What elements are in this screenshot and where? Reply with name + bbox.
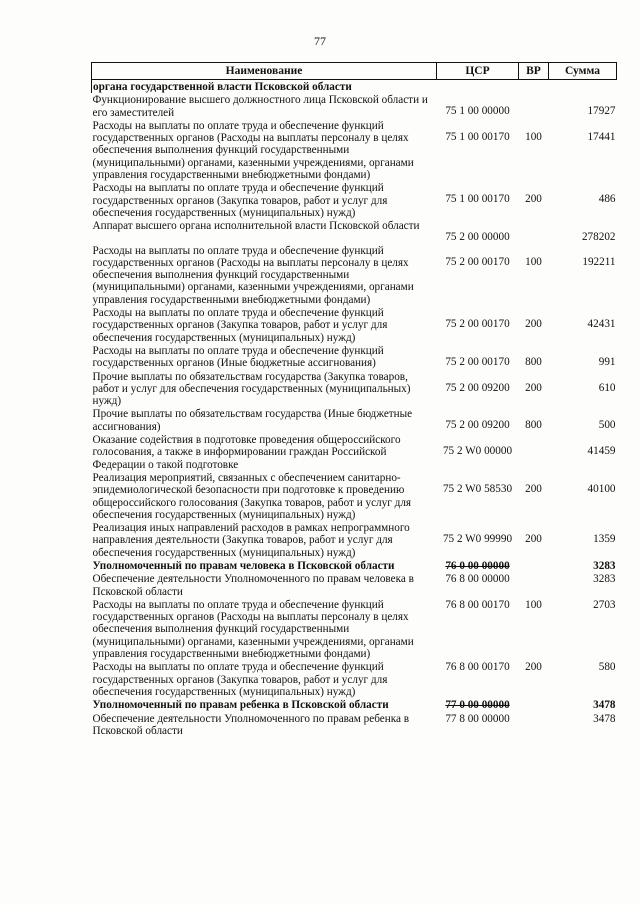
table-row bbox=[92, 219, 617, 243]
header-csr: ЦСР bbox=[437, 63, 519, 80]
row-sum: 1359 bbox=[593, 533, 616, 546]
header-sum: Сумма bbox=[549, 63, 617, 80]
row-csr-code: 75 2 00 00170 bbox=[445, 318, 510, 331]
row-sum: 40100 bbox=[587, 482, 616, 495]
row-name: Прочие выплаты по обязательствам государства (Иные бюджетные ассигнования) bbox=[92, 408, 413, 433]
page-number: 77 bbox=[314, 34, 326, 48]
row-vr-code bbox=[519, 433, 549, 471]
table-row bbox=[92, 572, 617, 598]
row-sum: 3283 bbox=[593, 559, 616, 572]
row-csr-code: 75 2 W0 99990 bbox=[442, 533, 513, 546]
row-name: Расходы на выплаты по оплате труда и обеспечение функций государственных органов (Расходы на выплаты персоналу в целях обеспечения выполнения функций государственными (муниципальными) органами, казенными учреждениями, органами управления государственными внебюджетными фондами) bbox=[92, 119, 414, 182]
row-sum: 2703 bbox=[593, 598, 616, 611]
table-row bbox=[92, 244, 617, 306]
row-vr-code: 200 bbox=[525, 318, 542, 331]
row-name: Реализация иных направлений расходов в рамках непрограммного направления деятельности (Закупка товаров, работ и услуг для обеспечения государственных (муниципальных) нужд) bbox=[92, 522, 410, 559]
row-name: Расходы на выплаты по оплате труда и обеспечение функций государственных органов (Расходы на выплаты персоналу в целях обеспечения выполнения функций государственными (муниципальными) органами, казенными учреждениями, органами управления государственными внебюджетными фондами) bbox=[92, 598, 414, 661]
row-name: Обеспечение деятельности Уполномоченного по правам человека в Псковской области bbox=[92, 573, 414, 598]
row-sum: 3478 bbox=[593, 712, 616, 725]
row-sum: 580 bbox=[598, 661, 616, 674]
row-vr-code bbox=[519, 572, 549, 598]
row-sum: 278202 bbox=[581, 231, 616, 244]
row-name: Аппарат высшего органа исполнительной власти Псковской области bbox=[92, 220, 420, 233]
row-name: Функционирование высшего должностного лица Псковской области и его заместителей bbox=[92, 94, 428, 119]
row-vr-code bbox=[519, 559, 549, 572]
table-header-row bbox=[92, 63, 617, 80]
row-csr-code: 75 2 00 00170 bbox=[445, 355, 510, 368]
row-sum: 17441 bbox=[587, 130, 616, 143]
table-row bbox=[92, 306, 617, 344]
row-name: Расходы на выплаты по оплате труда и обеспечение функций государственных органов (Расходы на выплаты персоналу в целях обеспечения выполнения функций государственными (муниципальными) органами, казенными учреждениями, органами управления государственными внебюджетными фондами) bbox=[92, 244, 414, 306]
row-csr-code-text: 77 0 00 00000 bbox=[445, 699, 510, 712]
row-csr-code: 77 8 00 00000 bbox=[445, 712, 510, 725]
row-name: Уполномоченный по правам ребенка в Псковской области bbox=[92, 699, 389, 712]
row-csr-code-text: 76 0 00 00000 bbox=[445, 559, 510, 572]
row-vr-code: 200 bbox=[525, 533, 542, 546]
row-sum: 500 bbox=[598, 419, 616, 432]
row-vr-code bbox=[519, 219, 549, 243]
row-sum: 42431 bbox=[587, 318, 616, 331]
row-vr-code: 200 bbox=[525, 661, 542, 674]
row-sum: 3283 bbox=[593, 573, 616, 586]
header-vr: ВР bbox=[519, 63, 549, 80]
table-row bbox=[92, 660, 617, 698]
row-vr-code: 800 bbox=[525, 355, 542, 368]
row-vr-code: 100 bbox=[525, 130, 542, 143]
row-csr-code: 75 1 00 00170 bbox=[445, 193, 510, 206]
row-sum: 486 bbox=[598, 193, 616, 206]
section-row bbox=[92, 559, 617, 572]
table-row bbox=[92, 370, 617, 408]
table-row bbox=[92, 471, 617, 521]
row-sum: 610 bbox=[598, 381, 616, 394]
row-name: Расходы на выплаты по оплате труда и обеспечение функций государственных органов (Закупка товаров, работ и услуг для обеспечения государственных (муниципальных) нужд) bbox=[92, 661, 388, 698]
row-csr-code: 76 8 00 00170 bbox=[445, 661, 510, 674]
row-vr-code bbox=[519, 93, 549, 119]
row-name: Расходы на выплаты по оплате труда и обеспечение функций государственных органов (Иные бюджетные ассигнования) bbox=[92, 344, 384, 370]
budget-table bbox=[91, 62, 617, 737]
row-csr-code bbox=[437, 698, 519, 711]
table-row bbox=[92, 181, 617, 219]
table-row bbox=[92, 93, 617, 119]
header-name: Наименование bbox=[92, 63, 437, 80]
budget-table-sheet bbox=[91, 62, 616, 737]
row-vr-code bbox=[519, 698, 549, 711]
row-name: Расходы на выплаты по оплате труда и обеспечение функций государственных органов (Закупка товаров, работ и услуг для обеспечения государственных (муниципальных) нужд) bbox=[92, 182, 388, 219]
row-name: органа государственной власти Псковской области bbox=[92, 80, 437, 94]
row-csr-code: 75 1 00 00170 bbox=[445, 130, 510, 143]
row-sum bbox=[549, 80, 617, 94]
row-csr-code: 76 8 00 00000 bbox=[445, 573, 510, 586]
row-sum: 192211 bbox=[582, 255, 616, 268]
row-csr-code: 75 2 00 00000 bbox=[445, 231, 510, 244]
row-sum: 991 bbox=[598, 355, 616, 368]
row-vr-code bbox=[519, 712, 549, 738]
row-sum: 41459 bbox=[587, 445, 616, 458]
row-name: Уполномоченный по правам человека в Псковской области bbox=[92, 559, 395, 572]
row-name: Расходы на выплаты по оплате труда и обеспечение функций государственных органов (Закупка товаров, работ и услуг для обеспечения государственных (муниципальных) нужд) bbox=[92, 307, 388, 344]
row-sum: 17927 bbox=[587, 105, 616, 118]
row-csr-code: 75 2 00 00170 bbox=[445, 255, 510, 268]
row-csr-code: 75 2 00 09200 bbox=[445, 381, 510, 394]
row-name: Обеспечение деятельности Уполномоченного по правам ребенка в Псковской области bbox=[92, 712, 410, 737]
table-row bbox=[92, 712, 617, 738]
row-csr-code bbox=[437, 80, 519, 94]
row-sum: 3478 bbox=[593, 699, 616, 712]
section-row bbox=[92, 80, 617, 94]
row-vr-code: 200 bbox=[525, 482, 542, 495]
row-csr-code: 75 2 W0 00000 bbox=[442, 445, 513, 458]
row-csr-code bbox=[437, 559, 519, 572]
row-vr-code: 200 bbox=[525, 381, 542, 394]
row-csr-code: 76 8 00 00170 bbox=[445, 598, 510, 611]
table-body bbox=[92, 80, 617, 738]
table-row bbox=[92, 344, 617, 370]
section-row bbox=[92, 698, 617, 711]
row-vr-code bbox=[519, 80, 549, 94]
table-row bbox=[92, 119, 617, 181]
row-vr-code: 800 bbox=[525, 419, 542, 432]
row-name: Прочие выплаты по обязательствам государства (Закупка товаров, работ и услуг для обеспечения государственных (муниципальных) нужд) bbox=[92, 370, 411, 408]
row-csr-code: 75 1 00 00000 bbox=[445, 105, 510, 118]
row-csr-code: 75 2 00 09200 bbox=[445, 419, 510, 432]
row-csr-code: 75 2 W0 58530 bbox=[442, 482, 513, 495]
row-name: Оказание содействия в подготовке проведения общероссийского голосования, а также в информировании граждан Российской Федерации о такой подготовке bbox=[92, 434, 401, 471]
row-vr-code: 200 bbox=[525, 193, 542, 206]
table-row bbox=[92, 407, 617, 433]
table-row bbox=[92, 433, 617, 471]
row-vr-code: 100 bbox=[525, 255, 542, 268]
row-vr-code: 100 bbox=[525, 598, 542, 611]
table-row bbox=[92, 521, 617, 559]
row-name: Реализация мероприятий, связанных с обеспечением санитарно-эпидемиологической безопасности при подготовке к проведению общероссийского голосования (Закупка товаров, работ и услуг для обеспечения государственных (муниципальных) нужд) bbox=[92, 471, 412, 521]
table-row bbox=[92, 598, 617, 660]
